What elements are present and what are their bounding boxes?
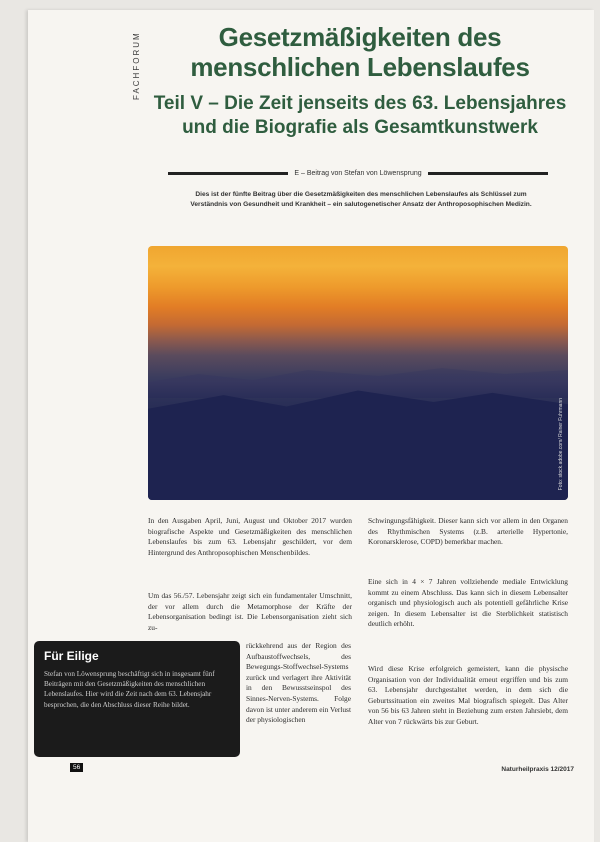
section-tag: FACHFORUM: [132, 31, 141, 100]
summary-text: Stefan von Löwensprung beschäftigt sich in insgesamt fünf Beiträgen mit den Gesetzmäßigkeiten des menschlichen Lebenslaufes. Hier wird die Zeit nach dem 63. Lebensjahr besprochen, die den Abschluss dieser Reihe bildet.: [44, 670, 215, 709]
page-number: 56: [70, 763, 83, 772]
body-column-left-3: [246, 641, 351, 735]
mountain-ridge-near: [148, 386, 568, 500]
body-column-left-2: [148, 591, 352, 642]
body-column-left: [148, 516, 352, 567]
byline-rule-right: [428, 172, 548, 175]
body-paragraph: Wird diese Krise erfolgreich gemeistert, kann die physische Organisation von der Individualität erneut ergriffen und bis zum 63. Lebensjahr durchgestaltet werden, in dem sich die Geburtssituation ein zweites Mal biografisch spiegelt. Das Alter von 56 bis 63 Jahren steht in Beziehung zum ersten Jahrsiebt, dem Alter von 7 rückwärts bis zur Geburt.: [368, 664, 568, 726]
journal-footer: Naturheilpraxis 12/2017: [501, 766, 574, 773]
body-paragraph: Eine sich in 4 × 7 Jahren vollziehende mediale Entwicklung kommt zu einem Abschluss. Das kann sich in diesem Lebensalter organisch und physiologisch auch als potentiell gefährliche Krise zeigen. In diesem Lebensalter ist die Sterblichkeit statistisch deutlich erhöht.: [368, 577, 568, 629]
body-column-right: [368, 516, 568, 557]
byline-row: [168, 166, 548, 180]
body-paragraph: Um das 56./57. Lebensjahr zeigt sich ein fundamentaler Umschnitt, der vor allem durch die Metamorphose der Kräfte der Lebensorganisation bedingt ist. Die Lebensorganisation zieht sich zu-: [148, 591, 352, 632]
byline: E – Beitrag von Stefan von Löwensprung: [294, 169, 422, 177]
article-title: Gesetzmäßigkeiten des menschlichen Lebenslaufes: [190, 22, 530, 82]
body-paragraph: Schwingungsfähigkeit. Dieser kann sich vor allem in den Organen des Rhythmischen Systems (z.B. arterielle Hypertonie, Koronarsklerose, COPD) bemerkbar machen.: [368, 516, 568, 547]
intro-paragraph: Dies ist der fünfte Beitrag über die Gesetzmäßigkeiten des menschlichen Lebenslaufes als Schlüssel zum Verständnis von Gesundheit und Krankheit – ein salutogenetischer Ansatz der Anthroposophischen Medizin.: [190, 191, 532, 208]
photo-credit: Foto: stock.adobe.com/ Rainer Fuhrmann: [558, 397, 564, 490]
body-paragraph: rückkehrend aus der Region des Aufbaustoffwechsels, des Bewegungs-Stoffwechsel-Systems zurück und verlagert ihre Aktivität in den Bewusstseinspol des Sinnes-Nerven-Systems. Folge davon ist unter anderem ein Verlust der physiologischen: [246, 641, 351, 725]
summary-heading: Für Eilige: [44, 649, 99, 663]
sunset-landscape-image: [148, 246, 568, 500]
summary-box: [34, 641, 240, 757]
body-column-right-3: [368, 664, 568, 737]
byline-rule-left: [168, 172, 288, 175]
body-paragraph: In den Ausgaben April, Juni, August und Oktober 2017 wurden biografische Aspekte und Gesetzmäßigkeiten des menschlichen Lebenslaufes bis zum 63. Lebensjahr geschildert, vor dem Hintergrund des Anthroposophischen Menschenbildes.: [148, 516, 352, 557]
body-column-right-2: [368, 577, 568, 639]
article-subtitle: Teil V – Die Zeit jenseits des 63. Lebensjahres und die Biografie als Gesamtkunstwerk: [153, 93, 567, 138]
